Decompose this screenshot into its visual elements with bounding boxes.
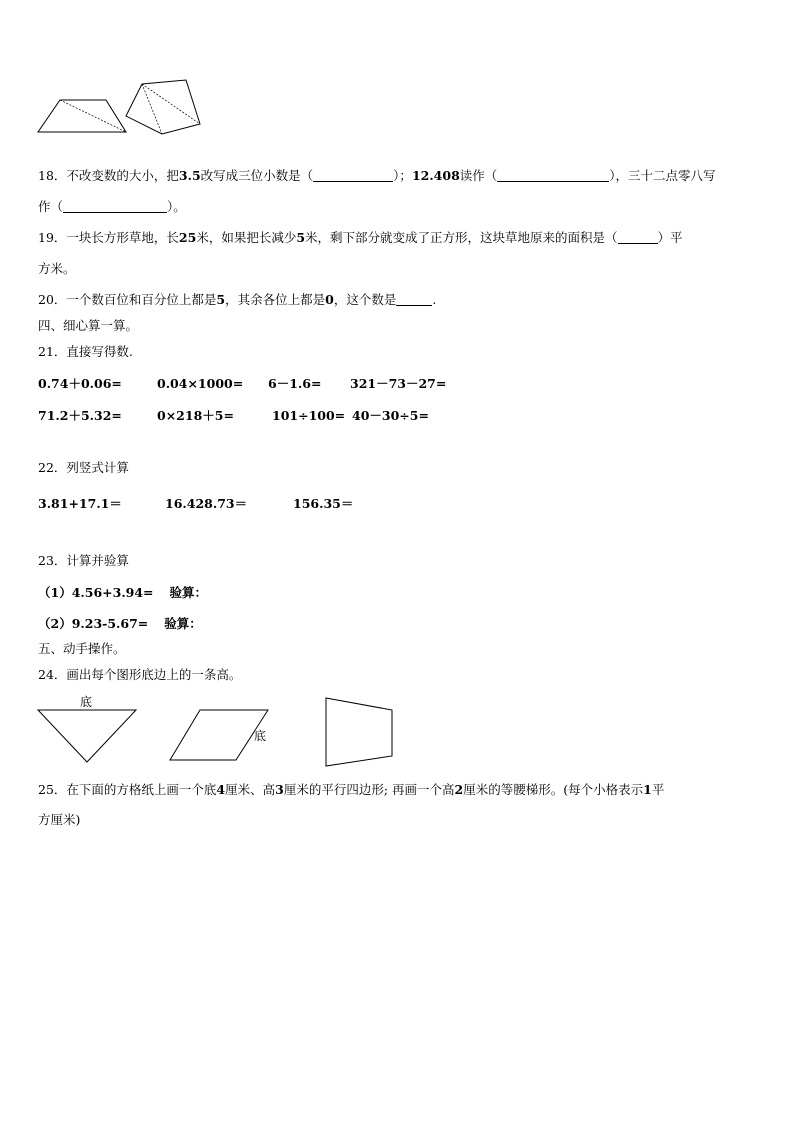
q23-item-1: （1）4.56+3.94= 验算： bbox=[38, 585, 208, 600]
answer-blank[interactable] bbox=[618, 231, 658, 244]
question-25-line-2: 方厘米) bbox=[38, 812, 81, 827]
answer-blank[interactable] bbox=[396, 293, 432, 306]
q23-item-2: （2）9.23-5.67= 验算： bbox=[38, 616, 202, 631]
pentagon-figure bbox=[124, 78, 204, 138]
q21-item: 40－30÷5= bbox=[352, 408, 429, 423]
question-18-line-1: 18．不改变数的大小，把3.5改写成三位小数是（ ）；12.408读作（ ），三十二点零八写 bbox=[38, 168, 716, 183]
inverted-triangle-figure bbox=[36, 708, 138, 764]
section-4-heading: 四、细心算一算。 bbox=[38, 318, 139, 333]
trapezoid-figure bbox=[36, 96, 128, 136]
answer-blank[interactable] bbox=[497, 169, 609, 182]
question-23-title: 23．计算并验算 bbox=[38, 553, 129, 568]
q22-item: 16.428.73＝ bbox=[165, 496, 248, 511]
answer-blank[interactable] bbox=[63, 200, 167, 213]
q21-item: 321－73－27= bbox=[350, 376, 447, 391]
base-label: 底 bbox=[254, 729, 267, 743]
question-18-line-2: 作（ ）。 bbox=[38, 199, 186, 214]
question-22-title: 22．列竖式计算 bbox=[38, 460, 129, 475]
q21-item: 0.04×1000= bbox=[157, 376, 244, 391]
trapezoid-right-figure bbox=[324, 696, 396, 768]
question-19-line-2: 方米。 bbox=[38, 261, 76, 276]
q21-item: 101÷100= bbox=[272, 408, 346, 423]
q21-item: 0.74＋0.06= bbox=[38, 376, 122, 391]
q22-item: 3.81+17.1＝ bbox=[38, 496, 122, 511]
answer-blank[interactable] bbox=[313, 169, 393, 182]
question-19-line-1: 19．一块长方形草地，长25米，如果把长减少5米，剩下部分就变成了正方形，这块草地原来的面积是（ ）平 bbox=[38, 230, 683, 245]
section-5-heading: 五、动手操作。 bbox=[38, 641, 126, 656]
question-21-title: 21．直接写得数. bbox=[38, 344, 133, 359]
base-label: 底 bbox=[80, 695, 93, 709]
q21-item: 71.2＋5.32= bbox=[38, 408, 122, 423]
question-25-line-1: 25．在下面的方格纸上画一个底4厘米、高3厘米的平行四边形; 再画一个高2厘米的等腰梯形。(每个小格表示1平 bbox=[38, 782, 665, 797]
q21-item: 6－1.6= bbox=[268, 376, 322, 391]
q22-item: 156.35＝ bbox=[293, 496, 354, 511]
q21-item: 0×218＋5= bbox=[157, 408, 234, 423]
question-24-title: 24．画出每个图形底边上的一条高。 bbox=[38, 667, 242, 682]
question-20: 20．一个数百位和百分位上都是5，其余各位上都是0，这个数是 . bbox=[38, 292, 437, 307]
